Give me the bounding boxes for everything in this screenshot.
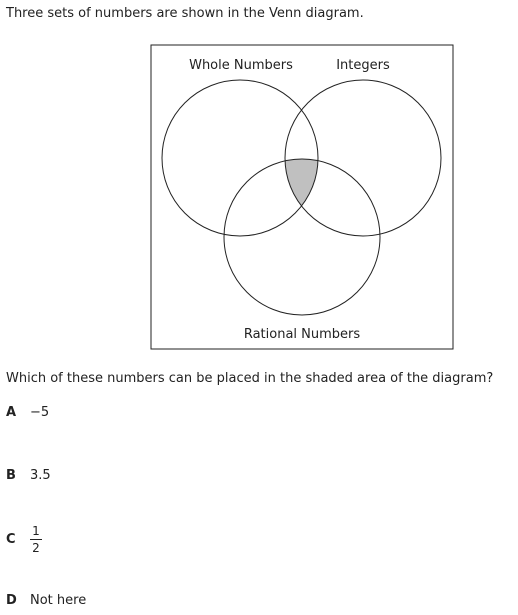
- fraction-denominator: 2: [32, 541, 40, 555]
- integers-label: Integers: [336, 58, 390, 73]
- fraction-bar: [30, 539, 42, 540]
- choice-b-text: 3.5: [30, 468, 51, 483]
- choice-d-text: Not here: [30, 593, 87, 608]
- fraction-numerator: 1: [32, 524, 40, 538]
- question-text: Which of these numbers can be placed in the shaded area of the diagram?: [6, 371, 494, 386]
- choice-d-letter: D: [6, 593, 17, 608]
- choice-a[interactable]: [6, 405, 49, 420]
- rational-numbers-label: Rational Numbers: [243, 327, 361, 342]
- whole-numbers-circle: [162, 80, 318, 236]
- choice-c-letter: C: [6, 532, 16, 547]
- choice-c-fraction: [30, 524, 42, 555]
- integers-circle: [285, 80, 441, 236]
- intro-text: Three sets of numbers are shown in the Venn diagram.: [6, 6, 364, 21]
- choice-a-text: −5: [30, 405, 50, 420]
- choice-b[interactable]: [6, 468, 51, 483]
- choice-c[interactable]: [6, 524, 42, 555]
- choice-a-letter: A: [6, 405, 17, 420]
- whole-numbers-label: Whole Numbers: [189, 58, 293, 73]
- choice-b-letter: B: [6, 468, 16, 483]
- choice-d[interactable]: [6, 593, 86, 608]
- shaded-region: [224, 159, 380, 315]
